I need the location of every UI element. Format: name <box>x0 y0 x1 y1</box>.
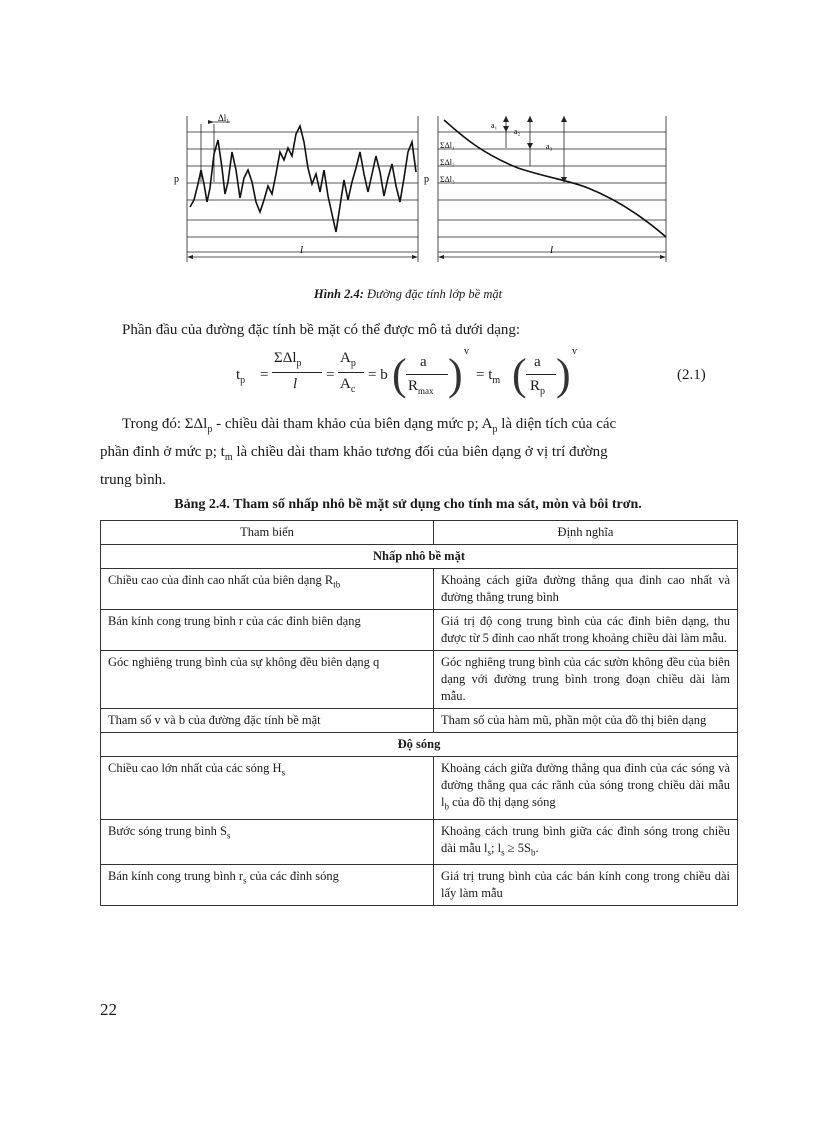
table-row <box>101 651 738 709</box>
section-row <box>101 733 738 757</box>
row1-param <box>101 569 434 610</box>
row5-def-sub: b <box>444 801 449 812</box>
where-line2-a: phần đỉnh ở mức p; t <box>100 444 225 460</box>
figure-caption <box>0 287 816 302</box>
row6-def-d: . <box>535 840 539 855</box>
p-label-left: p <box>174 174 179 185</box>
eq-v2: v <box>572 346 577 357</box>
row7-param-a: Bán kính cong trung bình r <box>108 869 244 883</box>
section-waviness: Độ sóng <box>101 733 738 757</box>
row7-def: Giá trị trung bình của các bán kính cong trong chiều dài lấy làm mẫu <box>434 865 738 906</box>
eq-rp: R <box>530 378 541 394</box>
table-row <box>101 819 738 865</box>
eq-rp-sub: p <box>540 386 546 397</box>
row5-def <box>434 757 738 820</box>
eq-b: = b <box>368 367 388 383</box>
where-line1-c: là diện tích của các <box>497 416 617 432</box>
delta-l1-label: Δl₁ <box>218 113 230 123</box>
row7-param-b: của các đỉnh sóng <box>246 869 339 883</box>
row4-param: Tham số v và b của đường đặc tính bề mặt <box>101 709 434 733</box>
eq-tm-sub: m <box>492 375 501 386</box>
table-title: Bảng 2.4. Tham số nhấp nhô bề mặt sử dụng cho tính ma sát, mòn và bôi trơn. <box>174 497 642 512</box>
header-param: Tham biến <box>101 521 434 545</box>
row5-param-sub: s <box>281 767 286 778</box>
sum-delta-l1-label: ΣΔl₁ <box>440 141 455 150</box>
eq-rmax: R <box>408 378 419 394</box>
eq-equals-1: = <box>260 367 269 383</box>
row5-def-a: Khoảng cách giữa đường thẳng qua đỉnh của các sóng và đường thẳng qua các rãnh của sóng trong chiều dài mẫu l <box>441 761 730 809</box>
row2-def: Giá trị độ cong trung bình của các đỉnh biên dạng, thu được từ 5 đỉnh cao nhất trong khoảng chiều dài làm mẫu. <box>434 610 738 651</box>
row6-param <box>101 819 434 865</box>
l-label-right: l <box>550 244 554 256</box>
where-line2-b: là chiều dài tham khảo tương đối của biên dạng ở vị trí đường <box>232 444 608 460</box>
sum-delta-l2-label: ΣΔl₂ <box>440 158 455 167</box>
a3-label: a₃ <box>546 142 553 151</box>
where-line2-sub: m <box>224 452 233 463</box>
table-header-row <box>101 521 738 545</box>
eq-a1: a <box>420 354 427 370</box>
where-paragraph <box>100 413 738 491</box>
where-line1-a: Trong đó: ΣΔl <box>122 416 208 432</box>
row6-def-a: Khoảng cách trung bình giữa các đỉnh sóng trong chiều dài mẫu l <box>441 823 730 855</box>
a1-label: a₁ <box>491 121 498 130</box>
figure-caption-text: Đường đặc tính lớp bề mặt <box>367 287 503 301</box>
a2-label: a₂ <box>514 127 521 136</box>
figure-caption-prefix: Hình 2.4: <box>313 287 364 301</box>
row4-def: Tham số của hàm mũ, phần một của đồ thị biên dạng <box>434 709 738 733</box>
eq-frac1-num: ΣΔl <box>274 350 297 366</box>
table-row <box>101 865 738 906</box>
header-def: Định nghĩa <box>434 521 738 545</box>
section-roughness: Nhấp nhô bề mặt <box>101 545 738 569</box>
p-label-right: p <box>424 174 429 185</box>
eq-frac1-den: l <box>293 376 298 392</box>
eq-frac2-den-sub: c <box>350 384 356 395</box>
row1-param-sub: tb <box>333 579 341 590</box>
eq-tp-sub: p <box>240 375 246 386</box>
equation-2-1: $t_p$ = ΣΔl$_p$ l = $A_p$ $A_c$ = b ( a $R_{max}$ ) v = $t_m$ ( a $R_p$ ) v (2.1) <box>236 346 706 399</box>
eq-a2: a <box>534 354 541 370</box>
eq-equals-2: = <box>326 367 335 383</box>
table-row <box>101 709 738 733</box>
row1-def: Khoảng cách giữa đường thẳng qua đỉnh cao nhất và đường thẳng trung bình <box>434 569 738 610</box>
eq-tp: t <box>236 367 241 383</box>
row5-param-text: Chiều cao lớn nhất của các sóng H <box>108 761 282 775</box>
eq-v1: v <box>464 346 469 357</box>
row5-def-b: của đồ thị dạng sóng <box>448 795 556 809</box>
profile-figure <box>170 112 420 272</box>
table-row <box>101 610 738 651</box>
bearing-curve-figure <box>418 112 674 272</box>
row6-def-sub1: s <box>487 847 492 857</box>
table-row <box>101 757 738 820</box>
parameter-table <box>100 520 738 906</box>
eq-rmax-sub: max <box>418 386 434 396</box>
where-line1-sub: p <box>207 424 213 435</box>
row6-def-b: ; l <box>491 840 502 855</box>
where-line1-sub2: p <box>492 424 498 435</box>
row5-param <box>101 757 434 820</box>
row6-param-text: Bước sóng trung bình S <box>108 823 227 838</box>
table-row <box>101 569 738 610</box>
eq-frac1-num-sub: p <box>296 358 302 369</box>
row6-def-c: ≥ 5S <box>504 840 531 855</box>
row6-param-sub: s <box>226 830 231 840</box>
eq-frac2-num-sub: p <box>350 358 356 369</box>
page-number: 22 <box>100 1000 117 1019</box>
row1-param-text: Chiều cao của đỉnh cao nhất của biên dạng R <box>108 573 334 587</box>
eq-frac2-num: A <box>340 350 351 366</box>
sum-delta-l3-label: ΣΔl₃ <box>440 175 455 184</box>
where-line3: trung bình. <box>100 472 166 488</box>
section-row <box>101 545 738 569</box>
row7-param-sub: s <box>243 875 247 886</box>
row6-def-sub2: s <box>501 847 505 857</box>
intro-line: Phần đầu của đường đặc tính bề mặt có thể được mô tả dưới dạng: <box>122 322 521 338</box>
row2-param: Bán kính cong trung bình r của các đỉnh biên dạng <box>101 610 434 651</box>
where-line1-b: - chiều dài tham khảo của biên dạng mức p; A <box>212 416 493 432</box>
eq-frac2-den: A <box>340 376 351 392</box>
row6-def-sub3: b <box>530 847 536 857</box>
row7-param <box>101 865 434 906</box>
row3-param: Góc nghiêng trung bình của sự không đều biên dạng q <box>101 651 434 709</box>
l-label-left: l <box>300 244 304 256</box>
eq-number: (2.1) <box>677 367 706 383</box>
row3-def: Góc nghiêng trung bình của các sườn không đều của biên dạng với đường trung bình trong đoạn chiều dài làm mẫu. <box>434 651 738 709</box>
row6-def <box>434 819 738 865</box>
eq-tm: = t <box>476 367 493 383</box>
